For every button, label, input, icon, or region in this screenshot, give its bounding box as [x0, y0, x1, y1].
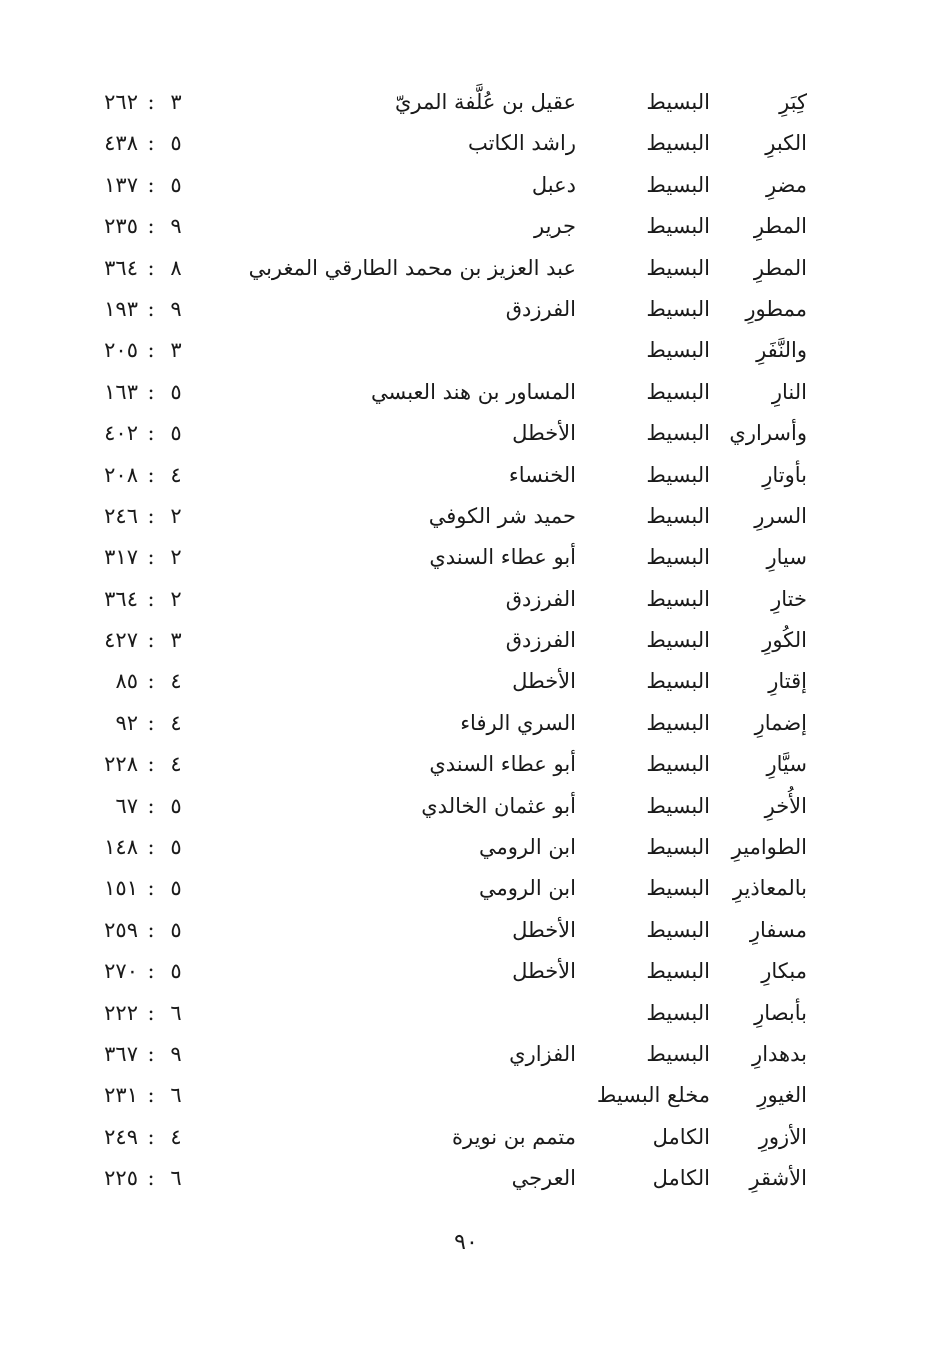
table-row: [0, 786, 932, 827]
page-ref: ٣٦٤: [104, 255, 138, 280]
table-row: [0, 703, 932, 744]
rhyme-word: إضمارِ: [754, 710, 807, 735]
rhyme-word: الكبرِ: [765, 131, 807, 156]
volume-ref: ٣: [170, 628, 182, 653]
ref-separator: :: [147, 379, 155, 404]
volume-ref: ٢: [170, 586, 182, 611]
meter-name: الكامل: [652, 1166, 710, 1191]
table-row: [0, 496, 932, 537]
meter-name: البسيط: [646, 421, 710, 446]
poet-name: الأخطل: [512, 421, 576, 446]
page-ref: ٨٥: [115, 669, 138, 694]
volume-ref: ٥: [170, 959, 182, 984]
poet-name: أبو عثمان الخالدي: [421, 793, 576, 818]
meter-name: البسيط: [646, 1041, 710, 1066]
meter-name: البسيط: [646, 752, 710, 777]
table-row: [0, 744, 932, 785]
reference: [88, 620, 208, 661]
reference: [88, 744, 208, 785]
reference: [88, 786, 208, 827]
table-row: [0, 330, 932, 371]
table-row: [0, 82, 932, 123]
ref-separator: :: [147, 876, 155, 901]
page-ref: ٢٣٥: [104, 214, 138, 239]
page-ref: ١٦٣: [104, 379, 138, 404]
table-row: [0, 123, 932, 164]
rhyme-word: بأبصارِ: [754, 1000, 807, 1025]
volume-ref: ٢: [170, 503, 182, 528]
meter-name: البسيط: [646, 710, 710, 735]
rhyme-word: ممطورِ: [745, 296, 807, 321]
meter-name: البسيط: [646, 669, 710, 694]
poet-name: الفرزدق: [505, 628, 576, 653]
poet-name: راشد الكاتب: [468, 131, 576, 156]
ref-separator: :: [147, 545, 155, 570]
table-row: [0, 455, 932, 496]
page-ref: ٢٧٠: [104, 959, 138, 984]
table-row: [0, 372, 932, 413]
meter-name: البسيط: [646, 1000, 710, 1025]
ref-separator: :: [147, 503, 155, 528]
rhyme-word: إقتارِ: [768, 669, 807, 694]
ref-separator: :: [147, 131, 155, 156]
table-row: [0, 993, 932, 1034]
page-ref: ٢٢٨: [104, 752, 138, 777]
reference: [88, 1158, 208, 1199]
volume-ref: ٥: [170, 131, 182, 156]
volume-ref: ٨: [170, 255, 182, 280]
volume-ref: ٥: [170, 835, 182, 860]
ref-separator: :: [147, 586, 155, 611]
volume-ref: ٦: [170, 1083, 182, 1108]
poet-name: عبد العزيز بن محمد الطارقي المغربي: [248, 255, 576, 280]
poet-name: حميد شر الكوفي: [428, 503, 576, 528]
page-ref: ١٩٣: [104, 296, 138, 321]
table-row: [0, 579, 932, 620]
reference: [88, 206, 208, 247]
meter-name: البسيط: [646, 296, 710, 321]
ref-separator: :: [147, 669, 155, 694]
ref-separator: :: [147, 793, 155, 818]
rhyme-word: الطواميرِ: [731, 835, 807, 860]
meter-name: البسيط: [646, 793, 710, 818]
table-row: [0, 248, 932, 289]
poet-name: الأخطل: [512, 669, 576, 694]
poet-name: [266, 330, 576, 371]
reference: [88, 661, 208, 702]
reference: [88, 537, 208, 578]
meter-name: البسيط: [646, 545, 710, 570]
ref-separator: :: [147, 90, 155, 114]
page-ref: ٢٠٥: [104, 338, 138, 363]
reference: [88, 248, 208, 289]
page-ref: ١٣٧: [104, 172, 138, 197]
meter-name: البسيط: [646, 462, 710, 487]
page-ref: ٢٤٩: [104, 1124, 138, 1149]
rhyme-word: الأشقرِ: [749, 1166, 807, 1191]
volume-ref: ٤: [170, 752, 182, 777]
ref-separator: :: [147, 835, 155, 860]
meter-name: البسيط: [646, 835, 710, 860]
reference: [88, 1117, 208, 1158]
page-ref: ٤٢٧: [104, 628, 138, 653]
poet-name: الفزاري: [509, 1041, 576, 1066]
poet-name: دعبل: [531, 172, 576, 197]
ref-separator: :: [147, 710, 155, 735]
table-row: [0, 827, 932, 868]
poet-name: أبو عطاء السندي: [429, 545, 576, 570]
poet-name: ابن الرومي: [478, 876, 576, 901]
table-row: [0, 289, 932, 330]
meter-name: مخلع البسيط: [596, 1083, 710, 1108]
ref-separator: :: [147, 917, 155, 942]
poet-name: الأخطل: [512, 917, 576, 942]
meter-name: البسيط: [646, 338, 710, 363]
poet-name: متمم بن نويرة: [451, 1124, 576, 1149]
page-ref: ٤٣٨: [104, 131, 138, 156]
poet-name: الأخطل: [512, 959, 576, 984]
volume-ref: ٦: [170, 1000, 182, 1025]
meter-name: البسيط: [646, 379, 710, 404]
volume-ref: ٤: [170, 1124, 182, 1149]
table-row: [0, 1117, 932, 1158]
page-ref: ٢٦٢: [104, 90, 138, 114]
rhyme-word: بدهدارِ: [752, 1041, 807, 1066]
reference: [88, 703, 208, 744]
volume-ref: ٥: [170, 876, 182, 901]
ref-separator: :: [147, 255, 155, 280]
meter-name: البسيط: [646, 917, 710, 942]
meter-name: البسيط: [646, 503, 710, 528]
reference: [88, 165, 208, 206]
page-ref: ٢٠٨: [104, 462, 138, 487]
ref-separator: :: [147, 296, 155, 321]
rhyme-word: وأسراري: [729, 421, 807, 446]
rhyme-word: بالمعاذيرِ: [732, 876, 807, 901]
ref-separator: :: [147, 462, 155, 487]
table-row: [0, 413, 932, 454]
ref-separator: :: [147, 959, 155, 984]
meter-name: البسيط: [646, 628, 710, 653]
volume-ref: ٣: [170, 90, 182, 114]
meter-name: البسيط: [646, 214, 710, 239]
rhyme-word: ختارِ: [771, 586, 807, 611]
poet-name: ابن الرومي: [478, 835, 576, 860]
meter-name: البسيط: [646, 255, 710, 280]
table-row: [0, 1158, 932, 1199]
rhyme-word: المطرِ: [753, 214, 807, 239]
page-ref: ٣٦٧: [104, 1041, 138, 1066]
rhyme-word: بأوتارِ: [762, 462, 807, 487]
poet-name: السري الرفاء: [460, 710, 576, 735]
ref-separator: :: [147, 1124, 155, 1149]
page-ref: ١٥١: [104, 876, 138, 901]
rhyme-word: سيَّارِ: [766, 752, 807, 777]
page-ref: ٣٦٤: [104, 586, 138, 611]
poet-name: [266, 1075, 576, 1116]
meter-name: البسيط: [646, 586, 710, 611]
ref-separator: :: [147, 1041, 155, 1066]
ref-separator: :: [147, 628, 155, 653]
poet-name: عقيل بن عُلَّفة المريّ: [394, 90, 576, 114]
rhyme-word: السررِ: [754, 503, 807, 528]
table-row: [0, 951, 932, 992]
ref-separator: :: [147, 421, 155, 446]
reference: [88, 330, 208, 371]
table-row: [0, 620, 932, 661]
volume-ref: ٥: [170, 172, 182, 197]
rhyme-word: كِبَرِ: [779, 90, 807, 114]
reference: [88, 1075, 208, 1116]
ref-separator: :: [147, 338, 155, 363]
rhyme-word: الأزورِ: [758, 1124, 807, 1149]
volume-ref: ٩: [170, 1041, 182, 1066]
volume-ref: ٤: [170, 462, 182, 487]
reference: [88, 868, 208, 909]
rhyme-word: الأُخرِ: [764, 793, 807, 818]
meter-name: البسيط: [646, 131, 710, 156]
reference: [88, 123, 208, 164]
ref-separator: :: [147, 172, 155, 197]
reference: [88, 455, 208, 496]
volume-ref: ٤: [170, 710, 182, 735]
volume-ref: ٥: [170, 379, 182, 404]
page-ref: ٢٤٦: [104, 503, 138, 528]
page-ref: ٢٢٢: [104, 1000, 138, 1025]
reference: [88, 993, 208, 1034]
rhyme-word: سيارِ: [766, 545, 807, 570]
meter-name: البسيط: [646, 172, 710, 197]
meter-name: البسيط: [646, 876, 710, 901]
reference: [88, 413, 208, 454]
rhyme-word: الغيورِ: [757, 1083, 807, 1108]
volume-ref: ٥: [170, 793, 182, 818]
poet-name: العرجي: [511, 1166, 576, 1191]
volume-ref: ٢: [170, 545, 182, 570]
poet-name: الخنساء: [508, 462, 576, 487]
meter-name: البسيط: [646, 959, 710, 984]
ref-separator: :: [147, 214, 155, 239]
reference: [88, 827, 208, 868]
table-row: [0, 537, 932, 578]
table-row: [0, 165, 932, 206]
reference: [88, 82, 208, 123]
reference: [88, 910, 208, 951]
poet-name: الفرزدق: [505, 296, 576, 321]
page-ref: ٦٧: [115, 793, 138, 818]
page-ref: ٤٠٢: [104, 421, 138, 446]
rhyme-word: النارِ: [771, 379, 807, 404]
volume-ref: ٤: [170, 669, 182, 694]
meter-name: الكامل: [652, 1124, 710, 1149]
reference: [88, 289, 208, 330]
rhyme-word: مضرِ: [765, 172, 807, 197]
volume-ref: ٥: [170, 917, 182, 942]
page-number: ٩٠: [454, 1230, 478, 1255]
rhyme-word: والنَّفَرِ: [756, 338, 807, 363]
ref-separator: :: [147, 1083, 155, 1108]
table-row: [0, 1034, 932, 1075]
page-ref: ٣١٧: [104, 545, 138, 570]
volume-ref: ٩: [170, 296, 182, 321]
poet-name: جرير: [534, 214, 576, 239]
table-row: [0, 868, 932, 909]
poet-name: أبو عطاء السندي: [429, 752, 576, 777]
poet-name: الفرزدق: [505, 586, 576, 611]
rhyme-word: مسفارِ: [749, 917, 807, 942]
page-ref: ١٤٨: [104, 835, 138, 860]
ref-separator: :: [147, 752, 155, 777]
volume-ref: ٣: [170, 338, 182, 363]
page-ref: ٢٣١: [104, 1083, 138, 1108]
verse-index-table: [0, 82, 932, 1200]
meter-name: البسيط: [646, 90, 710, 114]
reference: [88, 372, 208, 413]
rhyme-word: المطرِ: [753, 255, 807, 280]
rhyme-word: مبكارِ: [761, 959, 807, 984]
reference: [88, 951, 208, 992]
poet-name: [266, 993, 576, 1034]
rhyme-word: الكُورِ: [762, 628, 807, 653]
volume-ref: ٩: [170, 214, 182, 239]
page-ref: ٢٥٩: [104, 917, 138, 942]
ref-separator: :: [147, 1000, 155, 1025]
table-row: [0, 910, 932, 951]
table-row: [0, 1075, 932, 1116]
ref-separator: :: [147, 1166, 155, 1191]
volume-ref: ٦: [170, 1166, 182, 1191]
reference: [88, 579, 208, 620]
poet-name: المساور بن هند العبسي: [370, 379, 576, 404]
table-row: [0, 661, 932, 702]
table-row: [0, 206, 932, 247]
page-ref: ٢٢٥: [104, 1166, 138, 1191]
reference: [88, 496, 208, 537]
reference: [88, 1034, 208, 1075]
volume-ref: ٥: [170, 421, 182, 446]
page-ref: ٩٢: [115, 710, 138, 735]
